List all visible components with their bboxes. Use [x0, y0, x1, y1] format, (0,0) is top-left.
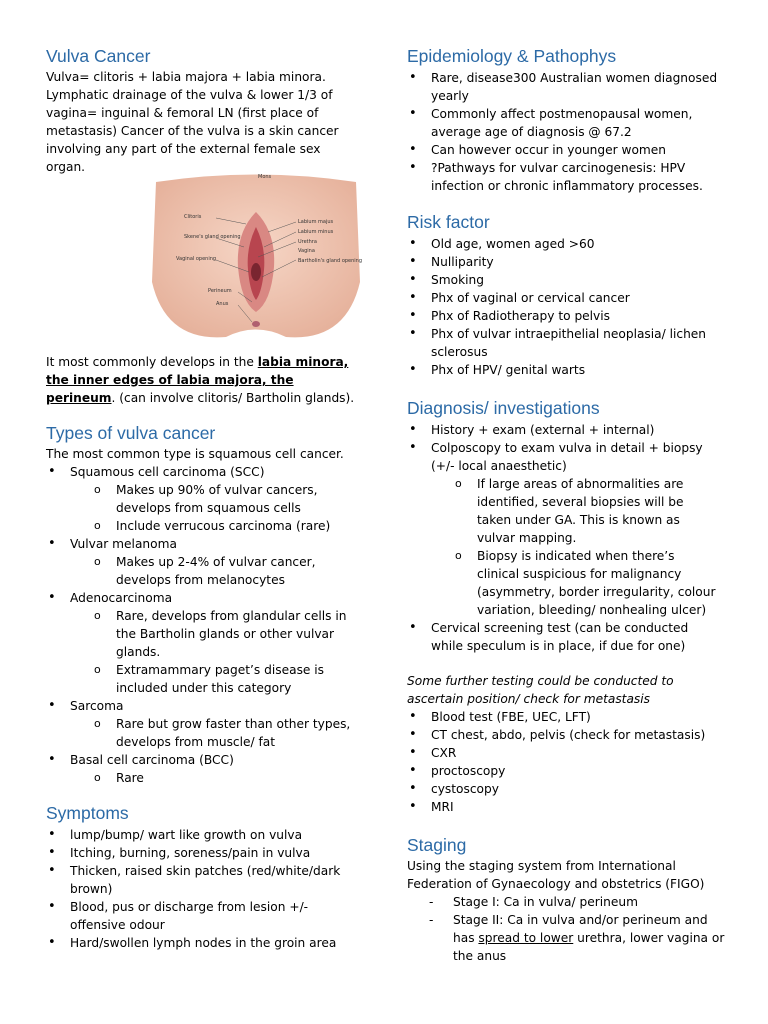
list-item: o Extramammary paget’s disease is included under this category [46, 661, 366, 697]
diagnosis-list [407, 421, 719, 655]
list-item: • CT chest, abdo, pelvis (check for metastasis) [407, 726, 727, 744]
vulva-anatomy-figure [146, 172, 366, 347]
stage2-suffix: urethra, lower vagina or the anus [453, 931, 725, 963]
stage2-prefix: Stage II: Ca in vulva and/or perineum and has [453, 913, 708, 945]
list-item: • Hard/swollen lymph nodes in the groin area [46, 934, 366, 952]
list-item: o Include verrucous carcinoma (rare) [46, 517, 366, 535]
figure-label-vagina: Vagina [298, 248, 315, 254]
symptoms-heading: Symptoms [46, 803, 129, 823]
list-item: o Makes up 2-4% of vulvar cancer, develops from melanocytes [46, 553, 366, 589]
list-item: • Colposcopy to exam vulva in detail + biopsy (+/- local anaesthetic) [407, 439, 719, 475]
list-item: • proctoscopy [407, 762, 727, 780]
staging-heading: Staging [407, 835, 467, 855]
develops-suffix: . (can involve clitoris/ Bartholin glands). [111, 391, 355, 405]
risk-factor-list [407, 235, 727, 379]
list-item: • Cervical screening test (can be conducted while speculum is in place, if due for one) [407, 619, 719, 655]
list-item: • ?Pathways for vulvar carcinogenesis: HPV infection or chronic inflammatory processes. [407, 159, 727, 195]
list-item: • lump/bump/ wart like growth on vulva [46, 826, 366, 844]
list-item: • Phx of HPV/ genital warts [407, 361, 727, 379]
list-item: • MRI [407, 798, 727, 816]
figure-label-anus: Anus [216, 301, 229, 307]
list-item: • Blood test (FBE, UEC, LFT) [407, 708, 727, 726]
types-list [46, 463, 366, 787]
list-item: • Phx of vulvar intraepithelial neoplasia/ lichen sclerosus [407, 325, 727, 361]
list-item: • Old age, women aged >60 [407, 235, 727, 253]
list-item: • Basal cell carcinoma (BCC) [46, 751, 366, 769]
list-item: • cystoscopy [407, 780, 727, 798]
list-item: • Can however occur in younger women [407, 141, 727, 159]
list-item: • Sarcoma [46, 697, 366, 715]
staging-list [407, 893, 727, 965]
figure-label-perineum: Perineum [208, 288, 232, 294]
figure-label-clitoris: Clitoris [184, 214, 202, 220]
figure-label-urethra: Urethra [298, 239, 317, 245]
figure-label-labium-majus: Labium majus [298, 219, 334, 225]
develops-prefix: It most commonly develops in the [46, 355, 258, 369]
develops-sites: labia minora, the inner edges of labia majora, the perineum [46, 355, 349, 405]
list-item: • Squamous cell carcinoma (SCC) [46, 463, 366, 481]
epidemiology-list [407, 69, 727, 195]
list-item: • Itching, burning, soreness/pain in vulva [46, 844, 366, 862]
list-item: o If large areas of abnormalities are identified, several biopsies will be taken under GA. This is known as vulvar mapping. [407, 475, 719, 547]
figure-label-mons: Mons [258, 174, 272, 180]
risk-factor-heading: Risk factor [407, 212, 490, 232]
list-item: • Smoking [407, 271, 727, 289]
figure-label-labium-minus: Labium minus [298, 229, 334, 235]
list-item: • History + exam (external + internal) [407, 421, 719, 439]
list-item: • Phx of vaginal or cervical cancer [407, 289, 727, 307]
further-testing-note: Some further testing could be conducted to ascertain position/ check for metastasis [407, 674, 674, 706]
types-heading: Types of vulva cancer [46, 423, 216, 443]
figure-label-skenes: Skene's gland opening [184, 234, 241, 240]
list-item: • Adenocarcinoma [46, 589, 366, 607]
list-item: • Thicken, raised skin patches (red/white/dark brown) [46, 862, 366, 898]
symptoms-list [46, 826, 366, 952]
list-item: • Phx of Radiotherapy to pelvis [407, 307, 727, 325]
stage2-underlined: spread to lower [478, 931, 574, 945]
diagnosis-heading: Diagnosis/ investigations [407, 398, 600, 418]
tests-list [407, 708, 727, 816]
list-item: o Makes up 90% of vulvar cancers, develops from squamous cells [46, 481, 366, 517]
types-intro: The most common type is squamous cell cancer. [46, 447, 344, 461]
vulva-intro: Vulva= clitoris + labia majora + labia minora. Lymphatic drainage of the vulva & lower 1/3 of vagina= inguinal & femoral LN (first place of metastasis) Cancer of the vulva is a skin cancer involving any part of the external female sex organ. [46, 70, 339, 174]
list-item: • Nulliparity [407, 253, 727, 271]
figure-label-bartholin: Bartholin's gland opening [298, 258, 363, 264]
list-item: • CXR [407, 744, 727, 762]
list-item: • Vulvar melanoma [46, 535, 366, 553]
list-item: • Rare, disease300 Australian women diagnosed yearly [407, 69, 727, 105]
list-item [407, 911, 727, 965]
list-item: o Rare, develops from glandular cells in the Bartholin glands or other vulvar glands. [46, 607, 366, 661]
staging-intro: Using the staging system from International Federation of Gynaecology and obstetrics (FIGO) [407, 859, 705, 891]
list-item: • Commonly affect postmenopausal women, average age of diagnosis @ 67.2 [407, 105, 727, 141]
epidemiology-heading: Epidemiology & Pathophys [407, 46, 617, 66]
vulva-cancer-heading: Vulva Cancer [46, 46, 151, 66]
list-item: • Blood, pus or discharge from lesion +/- offensive odour [46, 898, 366, 934]
develops-paragraph [46, 353, 356, 407]
list-item: - Stage I: Ca in vulva/ perineum [407, 893, 727, 911]
list-item: o Rare [46, 769, 366, 787]
list-item: o Biopsy is indicated when there’s clinical suspicious for malignancy (asymmetry, border irregularity, colour variation, bleeding/ nonhealing ulcer) [407, 547, 719, 619]
figure-label-vaginal-opening: Vaginal opening [176, 256, 217, 262]
list-item: o Rare but grow faster than other types, develops from muscle/ fat [46, 715, 366, 751]
